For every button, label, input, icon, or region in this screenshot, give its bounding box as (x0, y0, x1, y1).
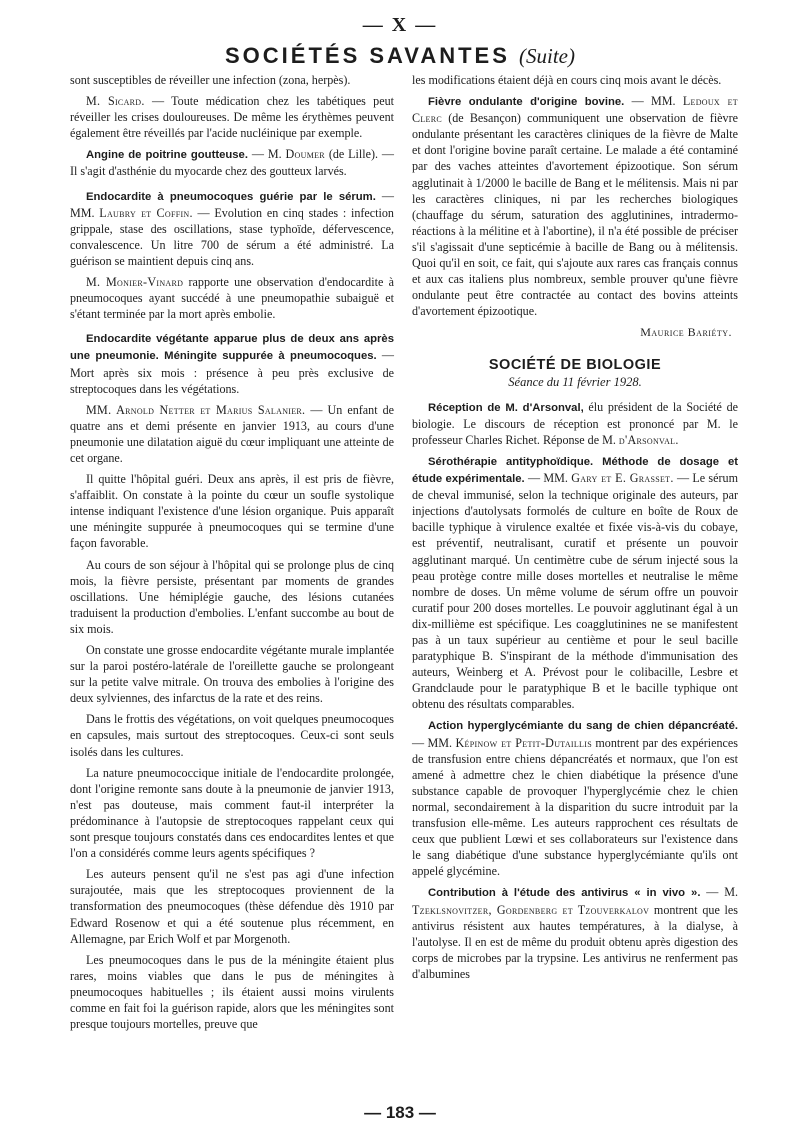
left-column (70, 72, 394, 1037)
abstract-entry (412, 884, 738, 982)
abstract-heading: Endocardite végétante apparue plus de deux ans après une pneumonie. Méningite suppurée à pneumocoques. (70, 333, 394, 363)
paragraph (70, 402, 394, 466)
paragraph-text: rapporte une observation d'endocardite à pneumocoques ayant succédé à une pneumopathie subaiguë et s'étant terminée par la mort après embolie. (70, 275, 395, 322)
dash: — MM. (624, 94, 683, 109)
dash: — MM. (70, 188, 394, 220)
abstract-entry (70, 330, 394, 396)
paragraph-text: — Mort après six mois : présence à peu près exclusive de streptocoques dans les végétations. (70, 348, 394, 396)
abstract-heading: Sérothérapie antityphoïdique. Méthode de dosage et étude expérimentale. (412, 455, 738, 486)
abstract-entry (412, 453, 738, 713)
paragraph-text: — Un enfant de quatre ans et demi présente en janvier 1913, au cours d'une pneumonie une dilatation aiguë du cœur impliquant une atteinte de cet organe. (70, 402, 394, 465)
dash: — MM. (412, 735, 456, 750)
author-name: MM. Arnold Netter et Marius Salanier. (86, 402, 306, 417)
paragraph (70, 93, 394, 141)
paragraph-text: montrent que les antivirus résistent aux hautes températures, à la dialyse, à l'autolyse. Il en est de même du produit obtenu après digestion des corps de microbes par la trypsine. Les antivirus ne renferment pas d'albumines (412, 902, 738, 981)
dash: — M. (247, 147, 286, 162)
author-name: Ledoux et Clerc (412, 94, 738, 126)
author-name: Képinow et Petit-Dutaillis (455, 735, 592, 750)
author-name: Tzeklsnovitzer, Gordenberg et Tzouverkalov (412, 902, 650, 917)
dash: — MM. (524, 471, 572, 486)
section-date: Séance du 11 février 1928. (508, 374, 642, 389)
abstract-heading: Réception de M. d'Arsonval, (428, 401, 584, 414)
author-name: M. Monier-Vinard (86, 275, 184, 290)
paragraph: La nature pneumococcique initiale de l'endocardite prolongée, dont l'origine remonte sans doute à la pneumonie de janvier 1913, n'est pas douteuse, mais comment faut-il interpréter la prédominance à l'autopsie de streptocoques rappelant ceux qui sont presque toujours constatés dans ces endocardites lentes et que l'on a considérés comme leurs agents spécifiques ? (70, 765, 394, 861)
abstract-entry (412, 717, 738, 879)
paragraph: Dans le frottis des végétations, on voit quelques pneumocoques en capsules, mais surtout des streptocoques. Ceux-ci sont seuls isolés dans les cultures. (70, 712, 394, 759)
paragraph: sont susceptibles de réveiller une infection (zona, herpès). (70, 73, 351, 87)
folio-roman: — X — (362, 14, 438, 36)
paragraph: Les auteurs pensent qu'il ne s'est pas agi d'une infection surajoutée, mais que les streptocoques proviennent de la transformation des pneumocoques (thèse défendue dès 1910 par Edward Rosenow et qui a été soutenue plus récemment, en Allemagne, par Erich Wolf et par Morgenoth. (70, 867, 394, 946)
running-title-suffix: (Suite) (519, 44, 575, 68)
author-name: Gary et E. Grasset. (571, 471, 674, 486)
paragraph-text: (de Lille). — Il s'agit d'asthénie du myocarde chez des goutteux larvés. (70, 147, 394, 179)
author-name: Doumer (285, 147, 325, 162)
paragraph: Au cours de son séjour à l'hôpital qui se prolonge plus de cinq mois, la fièvre persiste, présentant par moments de grandes oscillations. Une hémiplégie gauche, des lésions cutanées traduisent la production d'embolies. L'enfant succombe au bout de six mois. (70, 557, 394, 636)
paragraph: Il quitte l'hôpital guéri. Deux ans après, il est pris de fièvre, s'affaiblit. On constate à la pointe du cœur un soufle systolique intense indiquant l'existence d'une lésion organique. Puis apparaît une méningite suppurée à pneumocoques qui se termine d'une façon favorable. (70, 472, 394, 551)
running-title (0, 43, 800, 69)
author-name: Laubry et Coffin. (99, 205, 193, 220)
section-title: SOCIÉTÉ DE BIOLOGIE (488, 356, 662, 373)
paragraph: On constate une grosse endocardite végétante murale implantée sur la paroi postéro-latérale de l'oreillette gauche se prolongeant sur la petite valve mitrale. On trouva des embolies à l'origine des deux sylviennes, des infarctus de la rate et des reins. (70, 643, 394, 706)
paragraph-text: montrent par des expériences de transfusion entre chiens dépancréatés et normaux, que l'on est amené à admettre chez le chien diabétique la présence d'une substance capable de provoquer l'hyperglycémie chez le chien normal, secondairement à la disparition du sucre introduit par la transfusion elle-même. Les auteurs rapprochent ces résultats de ceux que publient Lœwi et ses collaborateurs sur l'existence dans le sang diabétique d'une substance hyperglycémiante qu'ils ont appelé glycémine. (412, 735, 738, 879)
paragraph-text: — Evolution en cinq stades : infection grippale, stase des oscillations, stase typhoïde, défervescence, convalescence. Un litre 700 de sérum a été administré. La guérison se maintient depuis cinq ans. (70, 205, 394, 268)
dash: — M. (700, 885, 738, 900)
abstract-entry (412, 399, 738, 448)
author-name: M. Sicard. (86, 94, 145, 109)
abstract-entry (70, 146, 394, 179)
page-number: — 183 — (364, 1103, 436, 1122)
abstract-heading: Angine de poitrine goutteuse. (86, 149, 248, 162)
abstract-heading: Fièvre ondulante d'origine bovine. (428, 96, 625, 109)
abstract-heading: Contribution à l'étude des antivirus « in vivo ». (428, 887, 701, 900)
paragraph-text: élu président de la Société de biologie. Le discours de réception est prononcé par M. le professeur Charles Richet. Réponse de M. (412, 399, 738, 447)
running-title-main: SOCIÉTÉS SAVANTES (225, 43, 510, 68)
paragraph-text: — Le sérum de cheval immunisé, selon la technique originale des auteurs, par injections d'autolysats formolés de culture en boîte de Roux de bacille typhique à virulence exaltée et fixée vis-à-vis du cobaye, est préventif, neutralisant, curatif et présente un pouvoir agglutinant marqué. Un centimètre cube de sérum injecté sous la peau protège contre mille doses mortelles et neutralise le même nombre de doses. Un même volume de sérum offre un pouvoir curatif pour 200 doses mortelles. Le pouvoir agglutinant égal à un dix-millième est spécifique. Les coagglutinines ne se manifestent pas à un taux supérieur au centième et pour le seul bacille paratyphique B. S'inspirant de la méthode d'immunisation des auteurs, Weinberg et A. Prévost pour le colibacille, Lesbre et Grandclaude pour le paratyphique B et le bacille typhique ont obtenu des résultats comparables. (412, 471, 738, 712)
author-name: d'Arsonval. (618, 432, 679, 447)
signature: Maurice Bariéty. (640, 325, 732, 340)
paragraph-text: — Toute médication chez les tabétiques peut réveiller les crises douloureuses. De même les érythèmes peuvent également être réveillés par l'acide nucléinique par exemple. (70, 94, 394, 141)
paragraph: les modifications étaient déjà en cours cinq mois avant le décès. (412, 73, 722, 87)
paragraph (70, 274, 394, 322)
paragraph: Les pneumocoques dans le pus de la méningite étaient plus rares, moins viables que dans le pus de méningites à pneumocoques habituelles ; ils étaient aussi moins virulents comme en fait foi la guérison rapide, alors que les méningites sont presque toujours mortelles, preuve que (70, 952, 394, 1032)
abstract-heading: Endocardite à pneumocoques guérie par le sérum. (86, 190, 376, 203)
abstract-entry (412, 93, 738, 319)
abstract-heading: Action hyperglycémiante du sang de chien dépancréaté. (428, 720, 738, 733)
paragraph-text: (de Besançon) communiquent une observation de fièvre ondulante présentant les caractères cliniques de la fièvre de Malte et dont l'origine bovine paraît certaine. Le malade a été contaminé par des vaches atteintes d'avortement épizootique. Son sérum agglutinait à 1/2000 le bacille de Bang et le mélitensis. Mais ni par les caractères cliniques, ni par les recherches biologiques (chauffage du sérum, saturation des agglutinines, intradermo-réactions à la mélitine et à l'abortine), il n'a été possible de préciser s'il s'agissait d'une septicémie à bacille de Bang ou à mélitensis. Quoi qu'il en soit, ce fait, qui s'ajoute aux rares cas français connus et aux cas italiens plus nombreux, semble prouver qu'une fièvre ondulante peut être contractée au contact des bovins atteints d'avortement épizootique. (412, 111, 738, 319)
right-column (412, 72, 738, 987)
abstract-entry (70, 188, 394, 269)
